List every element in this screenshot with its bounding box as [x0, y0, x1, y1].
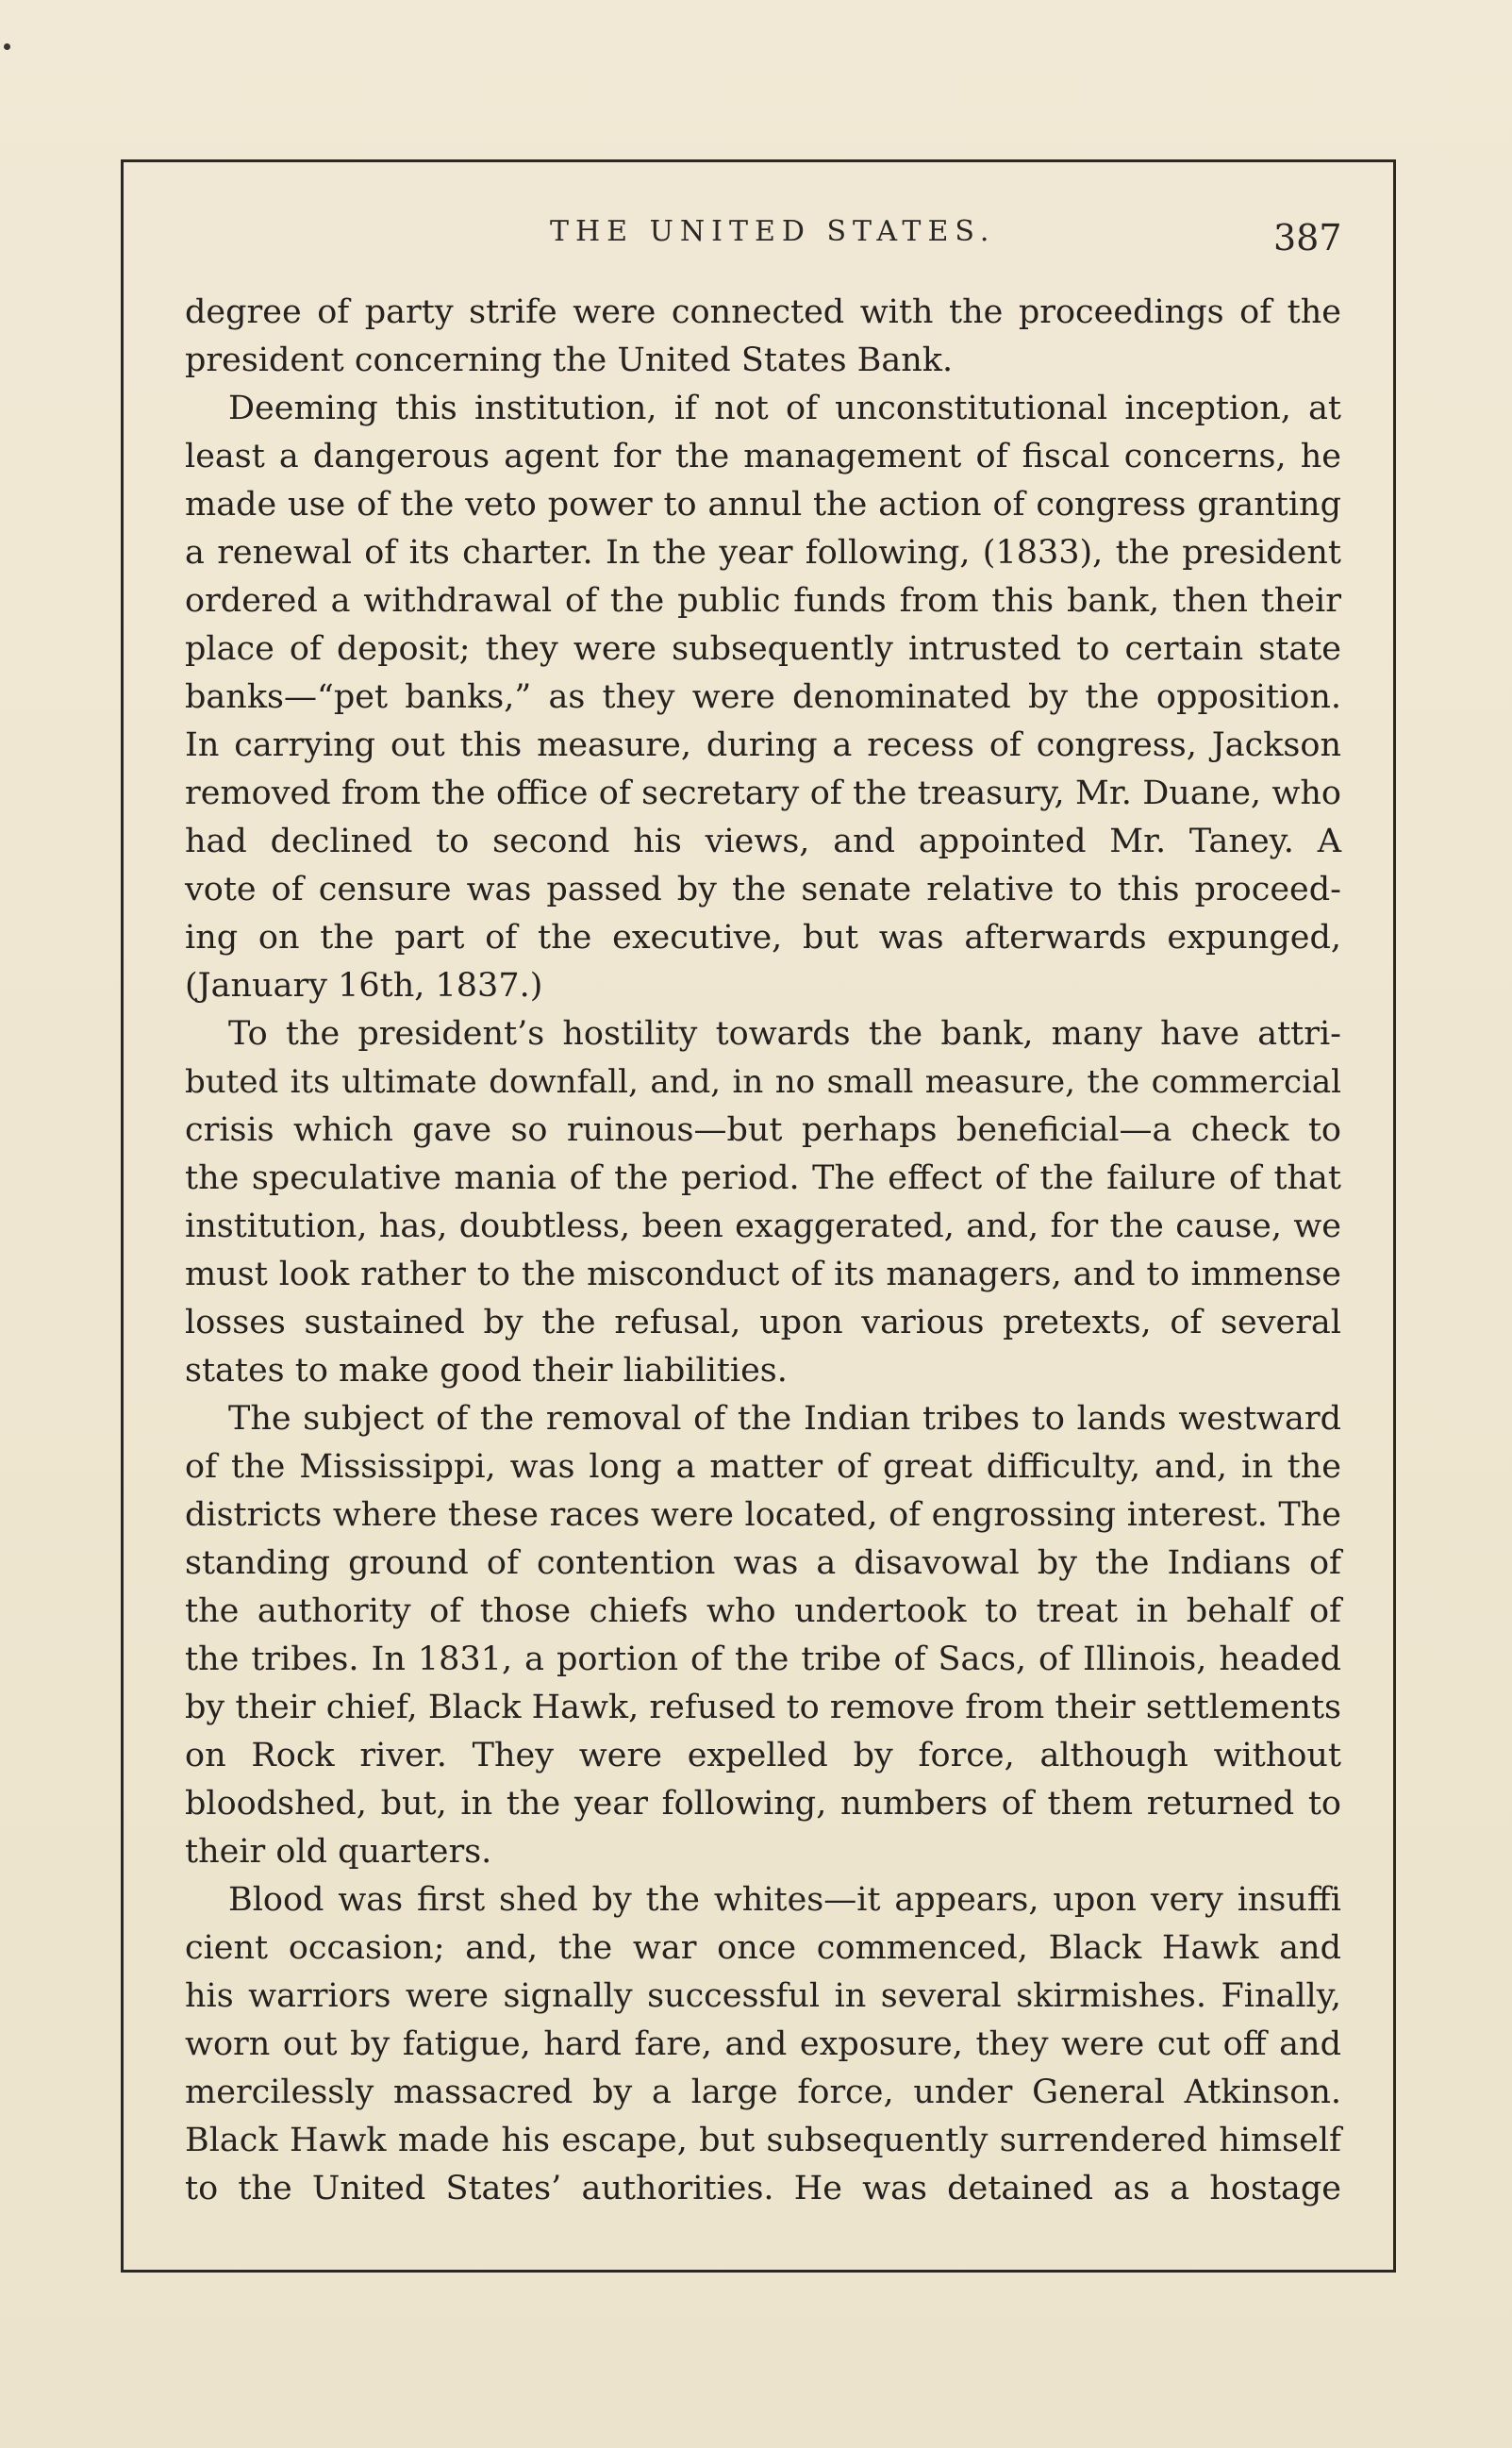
text-line: cient occasion; and, the war once commenced, Black Hawk and — [185, 1929, 1341, 1967]
text-line: institution, has, doubtless, been exaggerated, and, for the cause, we — [185, 1207, 1341, 1245]
text-line: of the Mississippi, was long a matter of great difficulty, and, in the — [185, 1448, 1341, 1486]
text-line: the speculative mania of the period. The effect of the failure of that — [185, 1159, 1341, 1197]
text-line: losses sustained by the refusal, upon various pretexts, of several — [185, 1304, 1341, 1341]
text-line: least a dangerous agent for the management of fiscal concerns, he — [185, 438, 1341, 475]
text-line: ing on the part of the executive, but was afterwards expunged, — [185, 919, 1341, 957]
text-line: a renewal of its charter. In the year following, (1833), the president — [185, 534, 1341, 572]
running-head: THE UNITED STATES. — [550, 215, 996, 248]
text-line: standing ground of contention was a disavowal by the Indians of — [185, 1544, 1341, 1582]
text-line: In carrying out this measure, during a recess of congress, Jackson — [185, 726, 1341, 764]
text-line: Deeming this institution, if not of unconstitutional inception, at — [228, 390, 1341, 427]
text-line: on Rock river. They were expelled by force, although without — [185, 1737, 1341, 1774]
text-line: The subject of the removal of the Indian tribes to lands westward — [228, 1400, 1341, 1438]
text-line: president concerning the United States Bank. — [185, 341, 954, 379]
text-line: place of deposit; they were subsequently intrusted to certain state — [185, 630, 1341, 668]
text-line: Blood was first shed by the whites—it appears, upon very insuffi — [228, 1881, 1341, 1919]
text-line: worn out by fatigue, hard fare, and exposure, they were cut off and — [185, 2025, 1341, 2063]
text-line: vote of censure was passed by the senate relative to this proceed- — [185, 871, 1341, 908]
text-line: mercilessly massacred by a large force, under General Atkinson. — [185, 2073, 1341, 2111]
text-line: his warriors were signally successful in several skirmishes. Finally, — [185, 1977, 1341, 2015]
text-line: the tribes. In 1831, a portion of the tribe of Sacs, of Illinois, headed — [185, 1640, 1341, 1678]
text-line: Black Hawk made his escape, but subsequently surrendered himself — [185, 2122, 1341, 2159]
text-line: To the president’s hostility towards the bank, many have attri- — [228, 1015, 1341, 1053]
ink-blot — [4, 43, 10, 50]
text-line: ordered a withdrawal of the public funds from this bank, then their — [185, 582, 1341, 620]
text-line: districts where these races were located, of engrossing interest. The — [185, 1496, 1341, 1534]
text-line: made use of the veto power to annul the action of congress granting — [185, 486, 1341, 524]
text-line: the authority of those chiefs who undertook to treat in behalf of — [185, 1592, 1341, 1630]
text-line: their old quarters. — [185, 1833, 492, 1871]
text-line: to the United States’ authorities. He was detained as a hostage — [185, 2170, 1341, 2207]
body-text — [185, 289, 1341, 2213]
text-line: banks—“pet banks,” as they were denominated by the opposition. — [185, 678, 1341, 716]
text-line: states to make good their liabilities. — [185, 1352, 788, 1390]
text-line: degree of party strife were connected with the proceedings of the — [185, 293, 1341, 331]
page-number: 387 — [1273, 217, 1342, 258]
text-line: had declined to second his views, and appointed Mr. Taney. A — [185, 823, 1341, 860]
text-line: by their chief, Black Hawk, refused to remove from their settlements — [185, 1689, 1341, 1726]
text-line: crisis which gave so ruinous—but perhaps beneficial—a check to — [185, 1111, 1341, 1149]
text-line: must look rather to the misconduct of its managers, and to immense — [185, 1256, 1341, 1293]
text-line: buted its ultimate downfall, and, in no small measure, the commercial — [185, 1063, 1341, 1101]
text-line: removed from the office of secretary of the treasury, Mr. Duane, who — [185, 774, 1341, 812]
text-line: (January 16th, 1837.) — [185, 967, 543, 1005]
text-line: bloodshed, but, in the year following, numbers of them returned to — [185, 1785, 1341, 1823]
